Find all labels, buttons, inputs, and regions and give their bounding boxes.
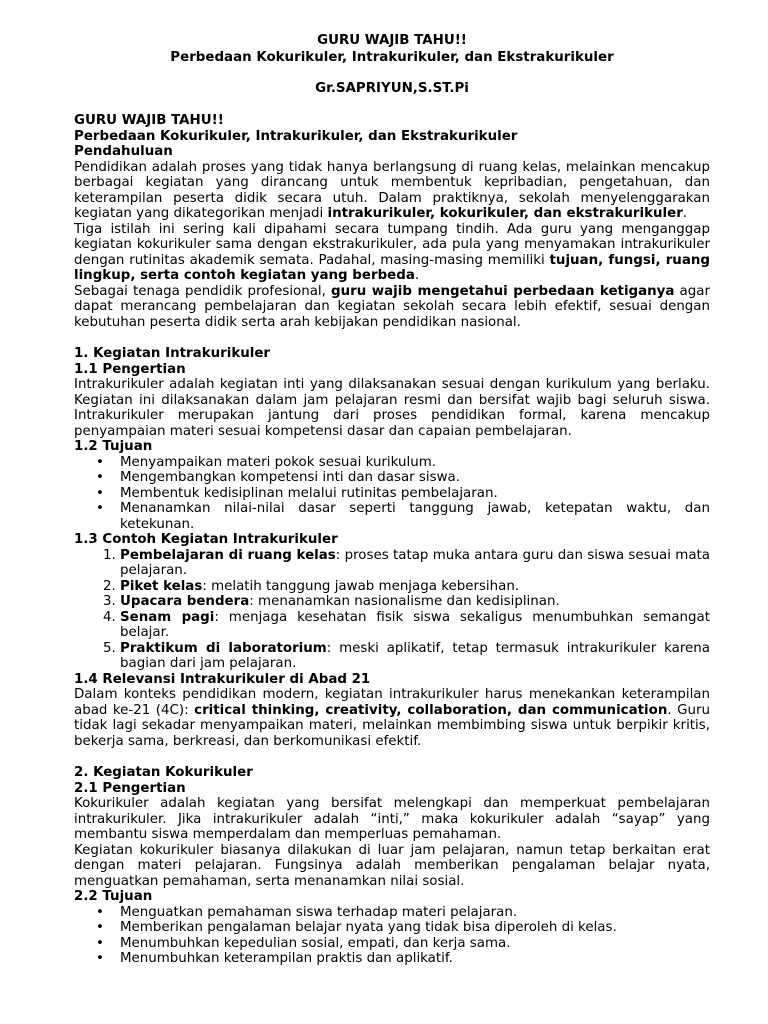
- bullet-icon: •: [96, 485, 104, 501]
- list-item: 3. Upacara bendera: menanamkan nasionalisme dan kedisiplinan.: [120, 594, 710, 610]
- list-item: • Mengembangkan kompetensi inti dan dasar siswa.: [96, 470, 461, 485]
- bullet-icon: •: [96, 920, 104, 935]
- list-item: • Menyampaikan materi pokok sesuai kurikulum.: [96, 454, 436, 470]
- list-item: 5. Praktikum di laboratorium: meski aplikatif, tetap termasuk intrakurikuler karena bagian dari jam pelajaran.: [120, 641, 710, 672]
- section2-2-heading: 2.2 Tujuan: [74, 889, 153, 904]
- section1-1-text: Intrakurikuler adalah kegiatan inti yang dilaksanakan sesuai dengan kurikulum yang berlaku. Kegiatan ini dilaksanakan dalam jam pelajaran resmi dan bersifat wajib bagi seluruh siswa. Intrakurikuler merupakan jantung dari proses pendidikan formal, karena mencakup penyampaian materi sesuai kompetensi dasar dan capaian pembelajaran.: [74, 377, 710, 439]
- intro-heading: Pendahuluan: [74, 144, 173, 159]
- section2-2-list: [74, 905, 710, 967]
- bullet-icon: •: [96, 470, 104, 485]
- section-kokurikuler: [74, 765, 710, 967]
- list-item: • Menanamkan nilai-nilai dasar seperti tanggung jawab, ketepatan waktu, dan ketekunan.: [96, 501, 710, 532]
- bullet-icon: •: [96, 454, 104, 470]
- intro-paragraph-1: Pendidikan adalah proses yang tidak hanya berlangsung di ruang kelas, melainkan mencakup berbagai kegiatan yang dirancang untuk membentuk kepribadian, pengetahuan, dan keterampilan peserta didik secara utuh. Dalam praktiknya, sekolah menyelenggarakan kegiatan yang dikategorikan menjadi intrakurikuler, kokurikuler, dan ekstrakurikuler.: [74, 159, 710, 221]
- section2-1-heading: 2.1 Pengertian: [74, 780, 186, 796]
- intro-paragraph-2: Tiga istilah ini sering kali dipahami secara tumpang tindih. Ada guru yang menganggap kegiatan kokurikuler sama dengan ekstrakurikuler, ada pula yang menyamakan intrakurikuler dengan rutinitas akademik semata. Padahal, masing-masing memiliki tujuan, fungsi, ruang lingkup, serta contoh kegiatan yang berbeda.: [74, 221, 710, 283]
- list-item: • Memberikan pengalaman belajar nyata yang tidak bisa diperoleh di kelas.: [96, 920, 617, 935]
- list-item: • Menumbuhkan keterampilan praktis dan aplikatif.: [96, 951, 453, 966]
- list-item: 4. Senam pagi: menjaga kesehatan fisik siswa sekaligus menumbuhkan semangat belajar.: [120, 610, 710, 641]
- list-item: 2. Piket kelas: melatih tanggung jawab menjaga kebersihan.: [120, 579, 710, 595]
- list-item: • Membentuk kedisiplinan melalui rutinitas pembelajaran.: [96, 485, 498, 501]
- section1-heading: 1. Kegiatan Intrakurikuler: [74, 346, 271, 361]
- header-title-line2: Perbedaan Kokurikuler, Intrakurikuler, dan Ekstrakurikuler: [170, 50, 614, 65]
- doc-title-line2: Perbedaan Kokurikuler, Intrakurikuler, dan Ekstrakurikuler: [74, 128, 518, 144]
- section1-2-list: [74, 455, 710, 533]
- header-title-line1: GURU WAJIB TAHU!!: [317, 33, 467, 48]
- section1-1-heading: 1.1 Pengertian: [74, 361, 186, 377]
- document-body: [74, 113, 710, 967]
- author-name: Gr.SAPRIYUN,S.ST.Pi: [315, 81, 469, 96]
- list-item: 1. Pembelajaran di ruang kelas: proses tatap muka antara guru dan siswa sesuai mata pelajaran.: [120, 548, 710, 579]
- section2-1-paragraph-2: Kegiatan kokurikuler biasanya dilakukan di luar jam pelajaran, namun tetap berkaitan erat dengan materi pelajaran. Fungsinya adalah memberikan pengalaman belajar nyata, menguatkan pemahaman, serta menanamkan nilai sosial.: [74, 842, 710, 889]
- bullet-icon: •: [96, 951, 104, 966]
- section1-2-heading: 1.2 Tujuan: [74, 439, 153, 454]
- list-item: • Menumbuhkan kepedulian sosial, empati, dan kerja sama.: [96, 935, 511, 951]
- section2-1-paragraph-1: Kokurikuler adalah kegiatan yang bersifat melengkapi dan memperkuat pembelajaran intrakurikuler. Jika intrakurikuler adalah “inti,” maka kokurikuler adalah “sayap” yang membantu siswa memperdalam dan memperluas pemahaman.: [74, 796, 710, 842]
- bullet-icon: •: [96, 904, 104, 920]
- section1-3-heading: 1.3 Contoh Kegiatan Intrakurikuler: [74, 532, 338, 547]
- section1-4-text: Dalam konteks pendidikan modern, kegiatan intrakurikuler harus menekankan keterampilan abad ke-21 (4C): critical thinking, creativity, collaboration, dan communication. Guru tidak lagi sekadar menyampaikan materi, melainkan membimbing siswa untuk berpikir kritis, bekerja sama, berkreasi, dan berkomunikasi efektif.: [74, 687, 710, 749]
- section1-3-list: [74, 548, 710, 672]
- intro-paragraph-3: Sebagai tenaga pendidik profesional, guru wajib mengetahui perbedaan ketiganya agar dapat merancang pembelajaran dan kegiatan sekolah secara lebih efektif, sesuai dengan kebutuhan peserta didik serta arah kebijakan pendidikan nasional.: [74, 283, 710, 330]
- document-page: [74, 32, 710, 967]
- list-item: • Menguatkan pemahaman siswa terhadap materi pelajaran.: [96, 904, 518, 920]
- bullet-icon: •: [96, 501, 104, 516]
- section-intrakurikuler: [74, 346, 710, 749]
- section1-4-heading: 1.4 Relevansi Intrakurikuler di Abad 21: [74, 671, 371, 687]
- section2-heading: 2. Kegiatan Kokurikuler: [74, 765, 253, 780]
- bullet-icon: •: [96, 935, 104, 951]
- doc-title-line1: GURU WAJIB TAHU!!: [74, 113, 224, 128]
